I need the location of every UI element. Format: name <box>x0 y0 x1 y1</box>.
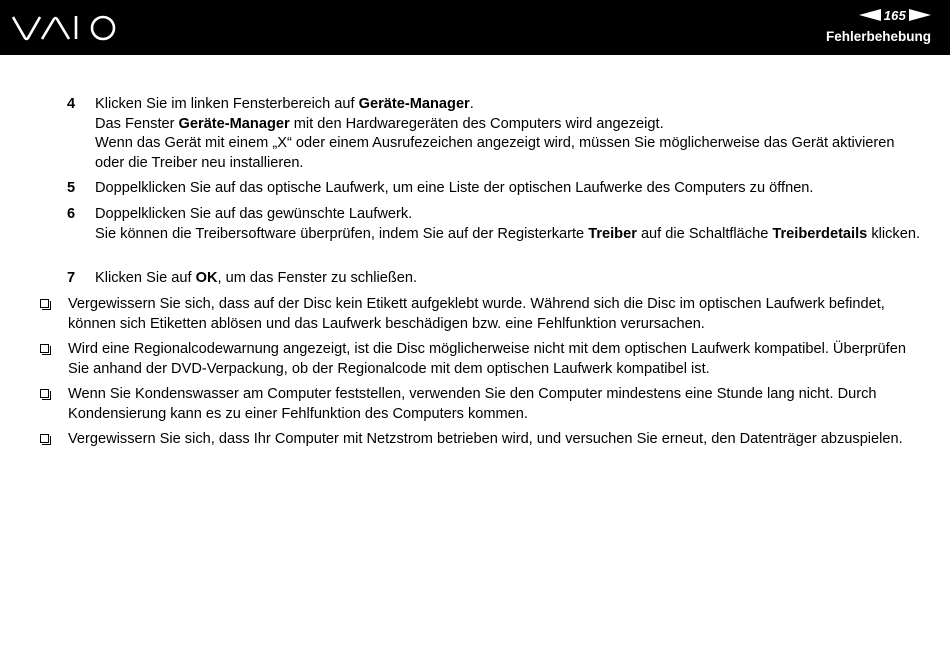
bullet-text: Wird eine Regionalcodewarnung angezeigt, ist die Disc möglicherweise nicht mit dem optischen Laufwerk kompatibel. Überprüfen Sie anhand der DVD-Verpackung, ob der Regionalcode mit dem optischen Laufwerk kompatibel ist. <box>68 341 906 377</box>
vaio-logo <box>12 13 120 43</box>
previous-page-icon[interactable] <box>859 9 881 21</box>
page-header <box>0 0 950 55</box>
step-line: Sie können die Treibersoftware überprüfen, indem Sie auf der Registerkarte Treiber auf die Schaltfläche Treiberdetails klicken. <box>95 225 920 242</box>
checkbox-bullet-icon <box>40 434 49 443</box>
checkbox-bullet-icon <box>40 299 49 308</box>
bullet-text: Wenn Sie Kondenswasser am Computer feststellen, verwenden Sie den Computer mindestens eine Stunde lang nicht. Durch Kondensierung kann es zu einer Fehlfunktion des Computers kommen. <box>68 386 877 422</box>
step-number: 4 <box>67 96 76 112</box>
step-line: Klicken Sie auf OK, um das Fenster zu schließen. <box>95 270 418 286</box>
step-text <box>95 205 925 244</box>
step-line: Doppelklicken Sie auf das optische Laufwerk, um eine Liste der optischen Laufwerke des Computers zu öffnen. <box>95 180 814 196</box>
checkbox-bullet-icon <box>40 344 49 353</box>
page-number: 165 <box>883 7 906 23</box>
step-number: 6 <box>67 206 76 222</box>
step-number: 7 <box>67 270 76 286</box>
step-text <box>95 179 925 199</box>
step-line: Doppelklicken Sie auf das gewünschte Laufwerk. <box>95 206 413 222</box>
section-title: Fehlerbehebung <box>825 29 931 44</box>
bullet-text: Vergewissern Sie sich, dass Ihr Computer mit Netzstrom betrieben wird, und versuchen Sie erneut, den Datenträger abzuspielen. <box>68 431 903 447</box>
next-page-icon[interactable] <box>909 9 931 21</box>
step-line: Das Fenster Geräte-Manager mit den Hardwaregeräten des Computers wird angezeigt. <box>95 115 664 132</box>
step-number: 5 <box>67 180 76 196</box>
step-line: Wenn das Gerät mit einem „X“ oder einem Ausrufezeichen angezeigt wird, müssen Sie möglicherweise das Gerät aktivieren oder die Treiber neu installieren. <box>95 135 895 171</box>
checkbox-bullet-icon <box>40 389 49 398</box>
step-text <box>95 95 925 173</box>
step-line: Klicken Sie im linken Fensterbereich auf Geräte-Manager. <box>95 96 474 112</box>
bullet-text: Vergewissern Sie sich, dass auf der Disc kein Etikett aufgeklebt wurde. Während sich die Disc im optischen Laufwerk befindet, können sich Etiketten ablösen und das Laufwerk beschädigen bzw. eine Fehlfunktion verursachen. <box>68 296 885 332</box>
page-navigation <box>859 6 931 24</box>
step-text <box>95 269 925 289</box>
